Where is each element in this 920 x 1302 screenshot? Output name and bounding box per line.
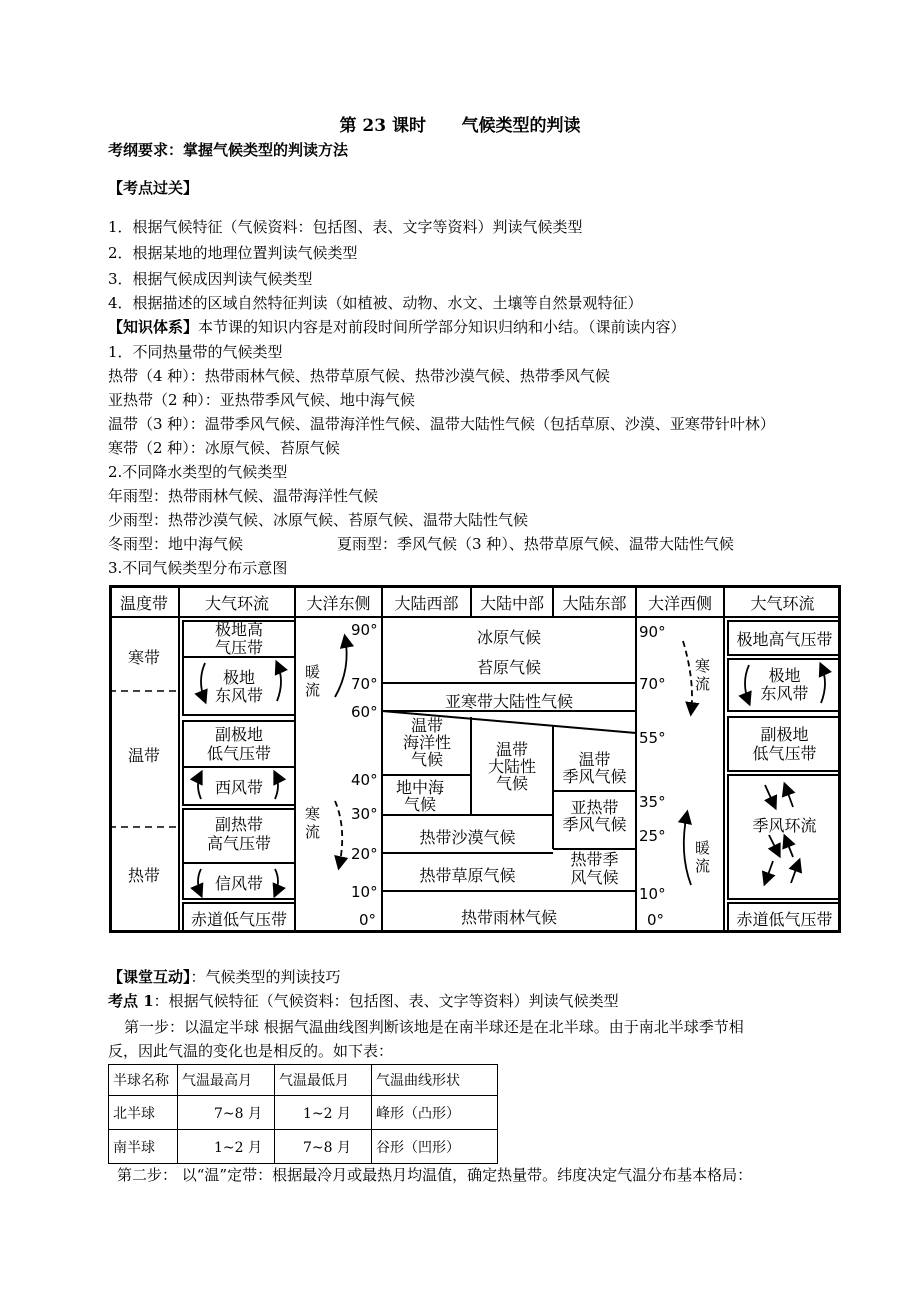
diagram-header: 大洋西侧 (647, 594, 712, 613)
heat-zone-line: 温带（3 种）：温带季风气候、温带海洋性气候、温带大陆性气候（包括草原、沙漠、亚寒带针叶林） (108, 415, 775, 433)
table-row (109, 1096, 498, 1130)
lat-label: 90° (639, 623, 666, 641)
diagram-header: 大陆中部 (479, 594, 544, 613)
table-cell: 7~8 月 (275, 1130, 372, 1164)
ketang-hudong-line (108, 966, 341, 988)
zhishi-tixi-heading: 【知识体系】 (108, 318, 199, 336)
lat-label: 35° (639, 793, 666, 811)
kaodian1-line (108, 990, 619, 1012)
zone-label: 温带 (127, 746, 160, 765)
guoguan-item: 1．根据气候特征（气候资料：包括图、表、文字等资料）判读气候类型 (108, 218, 583, 236)
current-warm-west: 暖 流 (695, 839, 711, 875)
diagram-header: 大陆东部 (562, 594, 627, 613)
zone-label: 热带 (127, 866, 160, 885)
distribution-title: 3.不同气候类型分布示意图 (108, 559, 288, 577)
zone-label: 寒带 (127, 648, 160, 667)
lat-label: 60° (351, 703, 378, 721)
table-cell: 谷形（凹形） (372, 1130, 498, 1164)
guoguan-item: 2．根据某地的地理位置判读气候类型 (108, 244, 358, 262)
climate-tropical-desert: 热带沙漠气候 (419, 828, 516, 847)
table-cell: 峰形（凸形） (372, 1096, 498, 1130)
step1-line: 第一步：以温定半球 根据气温曲线图判断该地是在南半球还是在北半球。由于南北半球季节相 (124, 1018, 744, 1036)
table-cell: 1~2 月 (275, 1096, 372, 1130)
diagram-header: 温度带 (119, 594, 168, 613)
table-header: 气温最高月 (178, 1065, 275, 1096)
heat-zone-title: 1．不同热量带的气候类型 (108, 343, 283, 361)
climate-temperate-continental: 温带 大陆性 气候 (487, 740, 536, 793)
current-cold-west: 寒 流 (695, 657, 711, 693)
guoguan-item: 3．根据气候成因判读气候类型 (108, 270, 313, 288)
table-header: 半球名称 (109, 1065, 178, 1096)
rain-type-line: 年雨型：热带雨林气候、温带海洋性气候 (108, 487, 379, 505)
lat-label: 70° (351, 675, 378, 693)
lat-label: 25° (639, 827, 666, 845)
exam-requirement: 考纲要求：掌握气候类型的判读方法 (108, 141, 349, 159)
climate-tundra: 苔原气候 (476, 658, 541, 677)
table-header: 气温最低月 (275, 1065, 372, 1096)
table-cell: 7~8 月 (178, 1096, 275, 1130)
current-cold-east: 寒 流 (305, 805, 321, 841)
step1-line: 反，因此气温的变化也是相反的。如下表： (108, 1042, 394, 1060)
guoguan-item: 4．根据描述的区域自然特征判读（如植被、动物、水文、土壤等自然景观特征） (108, 294, 643, 312)
lat-label: 55° (639, 729, 666, 747)
belt-label-subpolar-low-right: 副极地 低气压带 (752, 725, 817, 763)
diagram-header: 大洋东侧 (306, 594, 371, 613)
belt-label-polar-easterlies-right: 极地 东风带 (760, 666, 809, 703)
belt-label-westerlies: 西风带 (214, 778, 263, 797)
heat-zone-line: 热带（4 种）：热带雨林气候、热带草原气候、热带沙漠气候、热带季风气候 (108, 367, 610, 385)
diagram-header: 大气环流 (750, 594, 815, 613)
rain-summer: 夏雨型：季风气候（3 种）、热带草原气候、温带大陆性气候 (337, 535, 734, 553)
belt-label-monsoon-circulation: 季风环流 (752, 816, 817, 835)
belt-label-equatorial-low-right: 赤道低气压带 (736, 910, 833, 929)
table-cell: 1~2 月 (178, 1130, 275, 1164)
lat-label: 20° (351, 845, 378, 863)
lat-label: 40° (351, 771, 378, 789)
climate-distribution-diagram (109, 585, 841, 933)
belt-label-equatorial-low: 赤道低气压带 (190, 910, 287, 929)
zhishi-tixi-line (108, 316, 686, 338)
lat-label: 90° (351, 621, 378, 639)
lat-label: 10° (639, 885, 666, 903)
ketang-hudong-text: ：气候类型的判读技巧 (190, 968, 341, 986)
kaodian1-text: ：根据气候特征（气候资料：包括图、表、文字等资料）判读气候类型 (153, 992, 619, 1010)
climate-temperate-monsoon: 温带 季风气候 (562, 750, 627, 786)
table-row (109, 1130, 498, 1164)
lat-label: 10° (351, 883, 378, 901)
rain-winter: 冬雨型：地中海气候 (108, 535, 244, 553)
lat-label: 30° (351, 805, 378, 823)
climate-subarctic: 亚寒带大陆性气候 (444, 692, 573, 711)
table-cell: 北半球 (109, 1096, 178, 1130)
heat-zone-line: 寒带（2 种）：冰原气候、苔原气候 (108, 439, 340, 457)
belt-label-polar-easterlies: 极地 东风带 (214, 668, 263, 705)
hemisphere-table (108, 1064, 498, 1164)
zhishi-tixi-text: 本节课的知识内容是对前段时间所学部分知识归纳和小结。（课前读内容） (198, 318, 686, 336)
climate-mediterranean: 地中海 气候 (395, 778, 444, 814)
lat-label: 0° (647, 911, 665, 929)
current-warm-east: 暖 流 (305, 663, 321, 699)
kaodian1-heading: 考点 1 (108, 992, 154, 1010)
table-cell: 南半球 (109, 1130, 178, 1164)
section-kaodian-guoguan: 【考点过关】 (108, 179, 199, 197)
diagram-header: 大气环流 (204, 594, 269, 613)
heat-zone-line: 亚热带（2 种）：亚热带季风气候、地中海气候 (108, 391, 415, 409)
belt-label-subpolar-low: 副极地 低气压带 (206, 725, 271, 763)
climate-tropical-monsoon: 热带季 风气候 (570, 850, 619, 887)
step2-line: 第二步： 以“温”定带：根据最冷月或最热月均温值，确定热量带。纬度决定气温分布基本格局： (117, 1166, 753, 1184)
rain-type-title: 2.不同降水类型的气候类型 (108, 463, 288, 481)
table-header-row (109, 1065, 498, 1096)
belt-label-polar-high: 极地高 气压带 (214, 620, 263, 657)
ketang-hudong-heading: 【课堂互动】 (108, 968, 191, 986)
lat-label: 70° (639, 675, 666, 693)
climate-tropical-savanna: 热带草原气候 (419, 866, 516, 885)
rain-type-line: 少雨型：热带沙漠气候、冰原气候、苔原气候、温带大陆性气候 (108, 511, 529, 529)
climate-ice-cap: 冰原气候 (476, 628, 541, 647)
table-header: 气温曲线形状 (372, 1065, 498, 1096)
climate-temperate-marine: 温带 海洋性 气候 (402, 716, 451, 769)
belt-label-subtropical-high: 副热带 高气压带 (206, 815, 271, 853)
climate-subtropical-monsoon: 亚热带 季风气候 (562, 798, 627, 834)
page-title: 第 23 课时 气候类型的判读 (339, 116, 581, 136)
lat-label: 0° (359, 911, 377, 929)
diagram-header: 大陆西部 (394, 594, 459, 613)
climate-tropical-rainforest: 热带雨林气候 (460, 908, 557, 927)
belt-label-polar-high-right: 极地高气压带 (736, 630, 833, 649)
belt-label-trade-winds: 信风带 (214, 874, 263, 893)
